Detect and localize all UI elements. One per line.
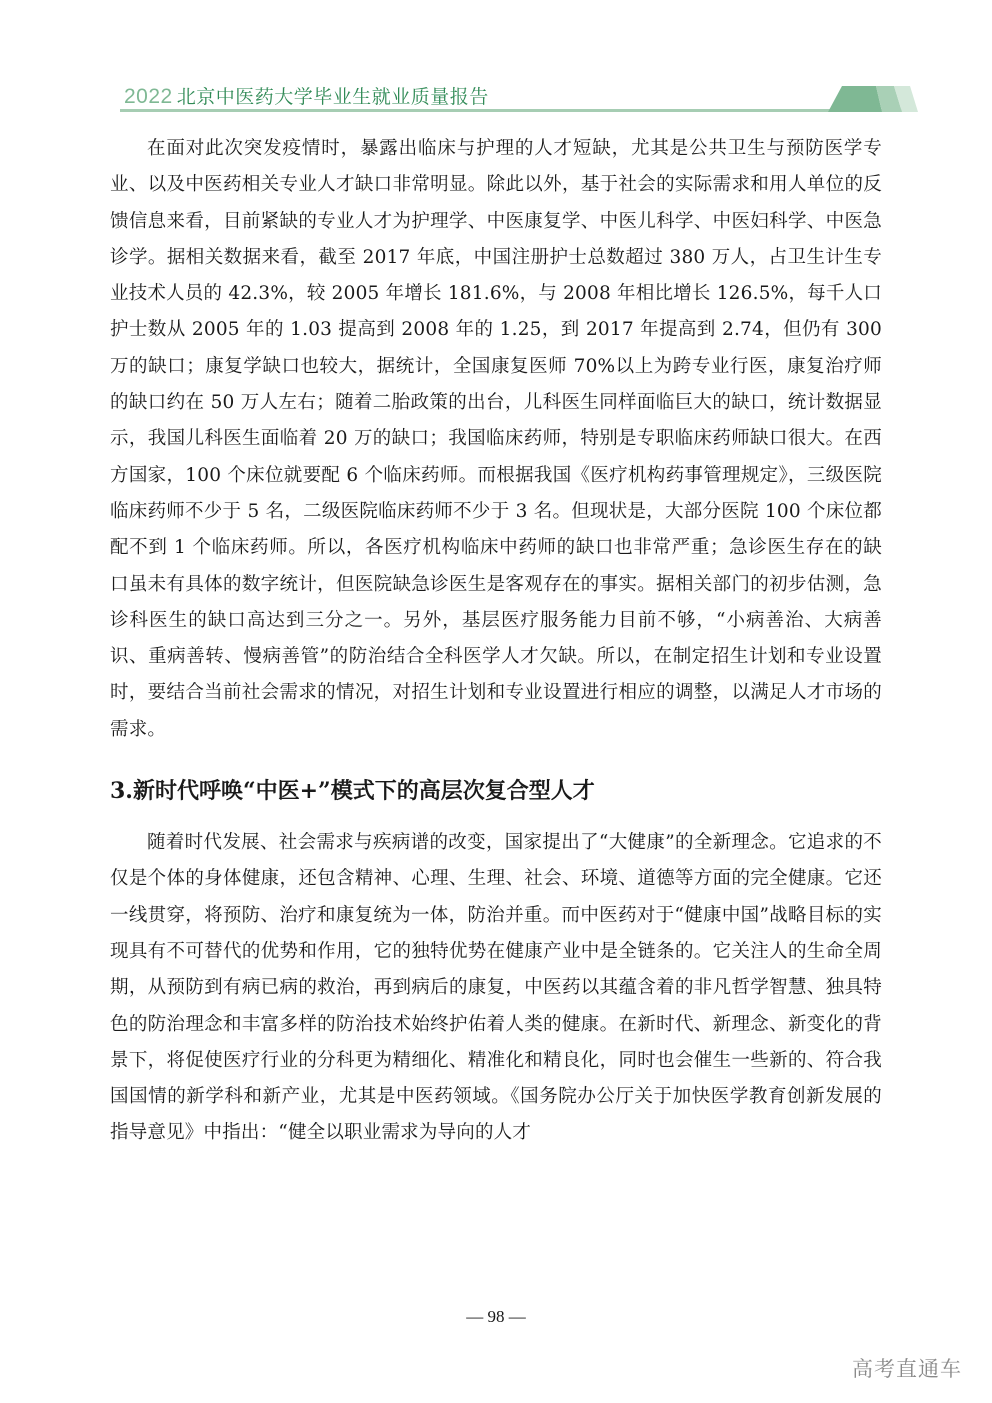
- page-number: — 98 —: [466, 1307, 526, 1326]
- header-year: 2022: [124, 85, 173, 108]
- header-report-title: 北京中医药大学毕业生就业质量报告: [176, 86, 489, 108]
- page-header: [110, 78, 910, 112]
- section-heading: 3.新时代呼唤“中医+”模式下的高层次复合型人才: [110, 778, 595, 805]
- paragraph-talent-shortage: 在面对此次突发疫情时，暴露出临床与护理的人才短缺，尤其是公共卫生与预防医学专业、以及中医药相关专业人才缺口非常明显。除此以外，基于社会的实际需求和用人单位的反馈信息来看，目前紧缺的专业人才为护理学、中医康复学、中医儿科学、中医妇科学、中医急诊学。据相关数据来看，截至 2017 年底，中国注册护士总数超过 380 万人，占卫生计生专业技术人员的 42.3%，较 2005 年增长 181.6%，与 2008 年相比增长 126.5%，每千人口护士数从 2005 年的 1.03 提高到 2008 年的 1.25，到 2017 年提高到 2.74，但仍有 300 万的缺口；康复学缺口也较大，据统计，全国康复医师 70%以上为跨专业行医，康复治疗师的缺口约在 50 万人左右；随着二胎政策的出台，儿科医生同样面临巨大的缺口，统计数据显示，我国儿科医生面临着 20 万的缺口；我国临床药师，特别是专职临床药师缺口很大。在西方国家，100 个床位就要配 6 个临床药师。而根据我国《医疗机构药事管理规定》，三级医院临床药师不少于 5 名，二级医院临床药师不少于 3 名。但现状是，大部分医院 100 个床位都配不到 1 个临床药师。所以，各医疗机构临床中药师的缺口也非常严重；急诊医生存在的缺口虽未有具体的数字统计，但医院缺急诊医生是客观存在的事实。据相关部门的初步估测，急诊科医生的缺口高达到三分之一。另外，基层医疗服务能力目前不够，“小病善治、大病善识、重病善转、慢病善管”的防治结合全科医学人才欠缺。所以，在制定招生计划和专业设置时，要结合当前社会需求的情况，对招生计划和专业设置进行相应的调整，以满足人才市场的需求。: [110, 138, 882, 740]
- paragraph-big-health: 随着时代发展、社会需求与疾病谱的改变，国家提出了“大健康”的全新理念。它追求的不仅是个体的身体健康，还包含精神、心理、生理、社会、环境、道德等方面的完全健康。它还一线贯穿，将预防、治疗和康复统为一体，防治并重。而中医药对于“健康中国”战略目标的实现具有不可替代的优势和作用，它的独特优势在健康产业中是全链条的。它关注人的生命全周期，从预防到有病已病的救治，再到病后的康复，中医药以其蕴含着的非凡哲学智慧、独具特色的防治理念和丰富多样的防治技术始终护佑着人类的健康。在新时代、新理念、新变化的背景下，将促使医疗行业的分科更为精细化、精准化和精良化，同时也会催生一些新的、符合我国国情的新学科和新产业，尤其是中医药领域。《国务院办公厅关于加快医学教育创新发展的指导意见》中指出：“健全以职业需求为导向的人才: [110, 832, 882, 1144]
- header-title: [124, 82, 489, 109]
- document-body: [110, 131, 882, 1152]
- watermark: 高考直通车: [852, 1357, 962, 1381]
- header-decoration-icon: [818, 86, 918, 112]
- header-divider: [120, 109, 910, 112]
